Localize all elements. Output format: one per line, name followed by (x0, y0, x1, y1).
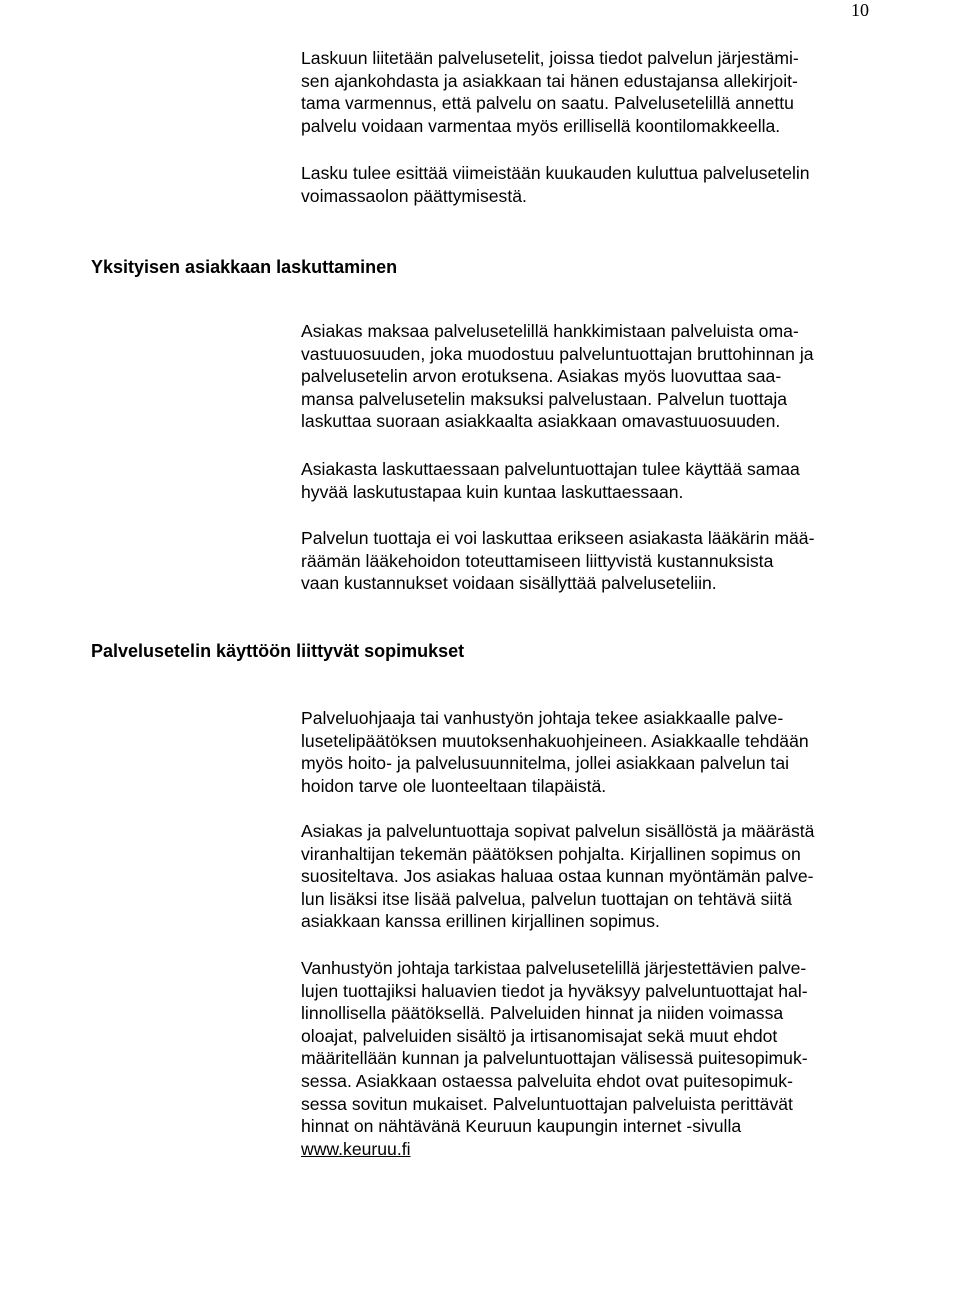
text-line: sessa sovitun mukaiset. Palveluntuottajan palveluista perittävät (301, 1093, 793, 1114)
text-line: voimassaolon päättymisestä. (301, 185, 527, 206)
paragraph-medication-costs (301, 527, 881, 595)
text-line: Palveluohjaaja tai vanhustyön johtaja tekee asiakkaalle palve- (301, 708, 784, 728)
text-line: hyvää laskutustapaa kuin kuntaa laskuttaessaan. (301, 481, 684, 502)
text-line: Vanhustyön johtaja tarkistaa palvelusetelillä järjestettävien palve- (301, 958, 807, 978)
text-line: palvelusetelin arvon erotuksena. Asiakas myös luovuttaa saa- (301, 366, 782, 387)
text-line: palvelu voidaan varmentaa myös erillisellä koontilomakkeella. (301, 115, 781, 136)
text-line: laskuttaa suoraan asiakkaalta asiakkaan omavastuuosuuden. (301, 411, 781, 432)
text-line: suositeltava. Jos asiakas haluaa ostaa kunnan myöntämän palve- (301, 866, 814, 887)
text-line: Asiakas ja palveluntuottaja sopivat palvelun sisällöstä ja määrästä (301, 821, 815, 841)
section-heading-agreements: Palvelusetelin käyttöön liittyvät sopimukset (91, 641, 465, 661)
text-line: vastuuosuuden, joka muodostuu palveluntuottajan bruttohinnan ja (301, 343, 814, 364)
text-line: sessa. Asiakkaan ostaessa palveluita ehdot ovat puitesopimuk- (301, 1070, 793, 1091)
text-line: myös hoito- ja palvelusuunnitelma, jollei asiakkaan palvelun tai (301, 753, 790, 774)
paragraph-invoice-deadline (301, 162, 881, 207)
paragraph-provider-approval (301, 957, 881, 1160)
paragraph-service-agreement (301, 820, 881, 933)
text-line: lujen tuottajiksi haluavien tiedot ja hyväksyy palveluntuottajat hal- (301, 980, 808, 1001)
paragraph-billing-practice (301, 458, 881, 503)
text-line: tama varmennus, että palvelu on saatu. Palvelusetelillä annettu (301, 93, 794, 114)
text-line: vaan kustannukset voidaan sisällyttää palveluseteliin. (301, 573, 717, 594)
text-line: viranhaltijan tekemän päätöksen pohjalta. Kirjallinen sopimus on (301, 843, 801, 864)
text-line: Laskuun liitetään palvelusetelit, joissa tiedot palvelun järjestämi- (301, 48, 799, 68)
page-number: 10 (851, 0, 869, 20)
text-line: sen ajankohdasta ja asiakkaan tai hänen edustajansa allekirjoit- (301, 70, 798, 91)
text-line: räämän lääkehoidon toteuttamiseen liittyvistä kustannuksista (301, 550, 774, 571)
text-line: Lasku tulee esittää viimeistään kuukauden kuluttua palvelusetelin (301, 163, 810, 183)
text-line: mansa palvelusetelin maksuksi palvelustaan. Palvelun tuottaja (301, 388, 788, 409)
text-line: määritellään kunnan ja palveluntuottajan välisessä puitesopimuk- (301, 1048, 808, 1069)
text-line: hinnat on nähtävänä Keuruun kaupungin internet -sivulla (301, 1116, 742, 1137)
text-line: lun lisäksi itse lisää palvelua, palvelun tuottajan on tehtävä siitä (301, 888, 792, 909)
paragraph-voucher-decision (301, 707, 881, 797)
website-link[interactable]: www.keuruu.fi (301, 1138, 411, 1159)
paragraph-invoice-attachments (301, 47, 881, 137)
text-line: lusetelipäätöksen muutoksenhakuohjeineen. Asiakkaalle tehdään (301, 730, 809, 751)
text-line: linnollisella päätöksellä. Palveluiden hinnat ja niiden voimassa (301, 1003, 784, 1024)
text-line: asiakkaan kanssa erillinen kirjallinen sopimus. (301, 911, 660, 932)
text-line: oloajat, palveluiden sisältö ja irtisanomisajat sekä muut ehdot (301, 1025, 778, 1046)
section-heading-private-billing: Yksityisen asiakkaan laskuttaminen (91, 257, 398, 277)
text-line: Asiakasta laskuttaessaan palveluntuottajan tulee käyttää samaa (301, 459, 800, 479)
paragraph-deductible (301, 320, 881, 433)
text-line: hoidon tarve ole luonteeltaan tilapäistä. (301, 775, 607, 796)
text-line: Palvelun tuottaja ei voi laskuttaa erikseen asiakasta lääkärin mää- (301, 528, 815, 548)
text-line: Asiakas maksaa palvelusetelillä hankkimistaan palveluista oma- (301, 321, 799, 341)
